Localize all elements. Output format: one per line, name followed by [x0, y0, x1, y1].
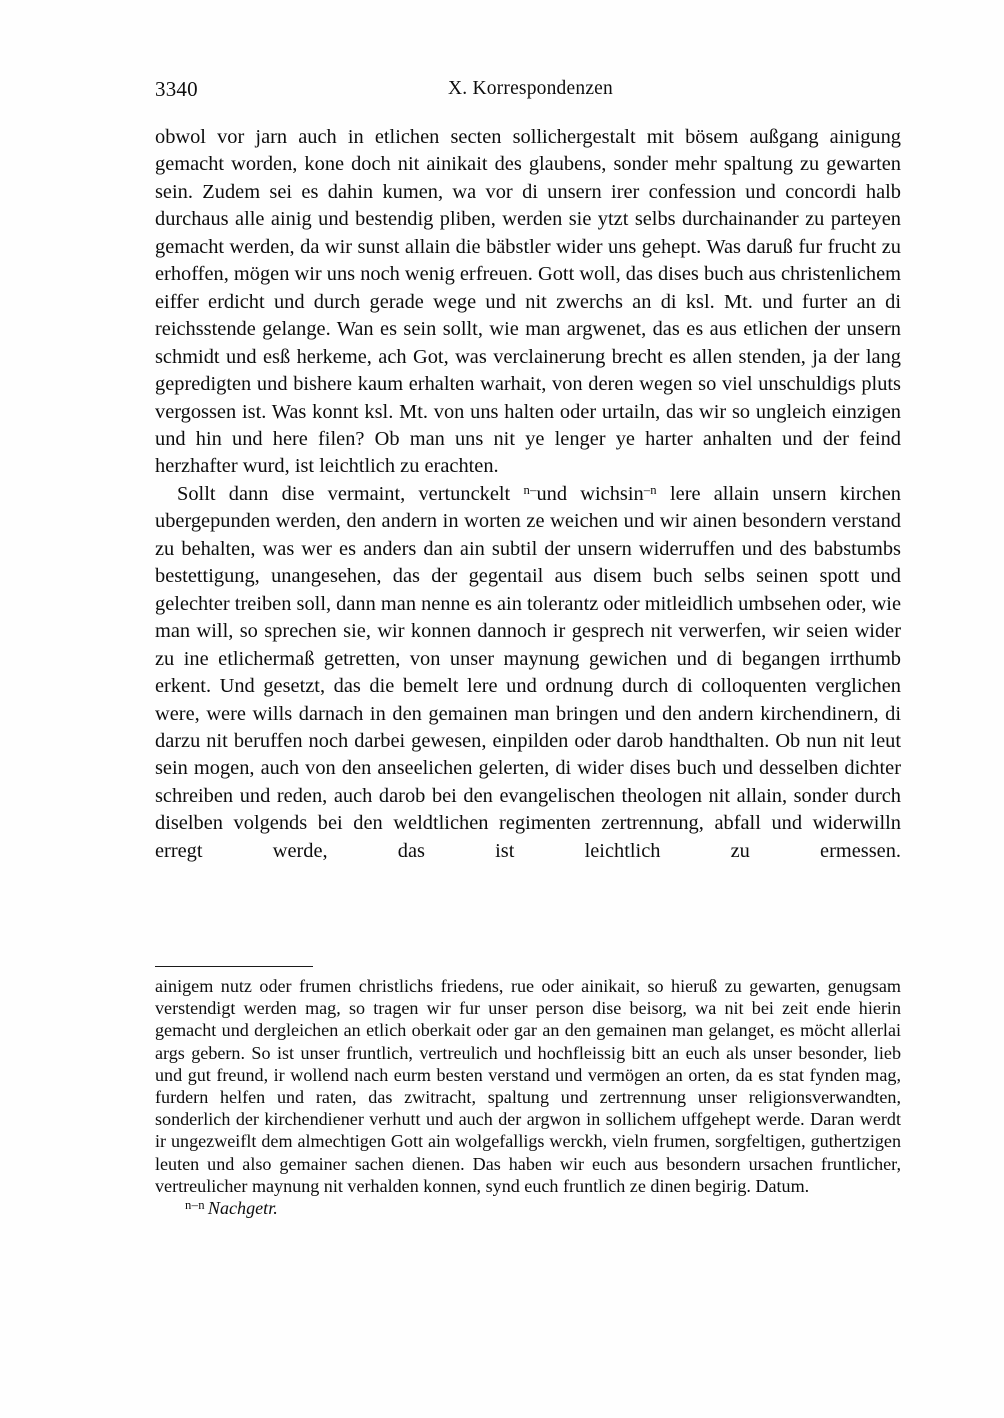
- body-text-column: [155, 124, 901, 893]
- paragraph-mid-text: und wichsin: [536, 482, 644, 505]
- paragraph-continuation: obwol vor jarn auch in etlichen secten sollichergestalt mit bösem außgang ainigung gemacht worden, kone doch nit ainikait des glaubens, sonder mehr spaltung zu gewarten sein. Zudem sei es dahin kumen, wa vor di unsern irer confession und concordi halb durchaus alle ainig und bestendig pliben, werden sie ytzt selbs durchainander zu parteyen gemacht werden, da wir sunst allain die bäbstler wider uns gehept. Was daruß fur frucht zu erhoffen, mögen wir uns noch wenig erfreuen. Gott woll, das dises buch aus christenlichem eiffer erdicht und durch gerade wege und nit zwerchs an di ksl. Mt. und furter an di reichsstende gelange. Wan es sein sollt, wie man argwenet, das es aus etlichen der unsern schmidt und esß herkeme, ach Got, was verclainerung brecht es allen stenden, ja der lang gepredigten und bishere kaum erhalten warhait, von deren wegen so viel unschuldigs pluts vergossen ist. Was konnt ksl. Mt. von uns halten oder urtailn, das wir so ungleich einzigen und hin und here filen? Ob man uns nit ye lenger ye harter anhalten und der feind herzhafter wurd, ist leichtlich zu erachten.: [155, 126, 901, 478]
- footnote-entry-text: Nachgetr.: [207, 1198, 278, 1219]
- paragraph-lead-text: Sollt dann dise vermaint, vertunckelt: [177, 482, 524, 505]
- footnote-continuation-text: ainigem nutz oder frumen christlichs friedens, rue oder ainikait, so hieruß zu gewarten, genugsam verstendigt werden mag, so tragen wir fur unser person dise beisorg, wa nit bei zeit ende hierin gemacht und dergleichen an etlich oberkait oder gar an den gemainen man gelanget, es möcht allerlai args gebern. So ist unser fruntlich, vertreulich und hochfleissig bitt an euch als unser besonder, lieb und gut freund, ir wollend nach eurm besten verstand und vermögen an orten, da es stat fynden mag, furdern helfen und raten, das zwitracht, spaltung und zertrennung unser religionsverwandten, sonderlich der kirchendiener verhutt und auch der argwon in sollichem uffgehept werde. Daran werdt ir ungezweiflt dem almechtigen Gott ain wolgefalligs werckh, vieln frumen, sorgfeltigen, guthertzigen leuten und also gemainer sachen dienen. Das haben wir euch aus besondern ursachen fruntlicher, vertreulicher maynung nit verhalden konnen, synd euch fruntlich ze dinen begirig. Datum.: [155, 976, 901, 1196]
- running-head: [155, 76, 900, 102]
- note-mark-open: n–: [523, 483, 537, 498]
- page-number: 3340: [155, 77, 198, 101]
- running-title: X. Korrespondenzen: [448, 78, 613, 99]
- footnote-sigil: n–n: [185, 1197, 205, 1212]
- paragraph-tail-text: lere allain unsern kirchen ubergepunden werden, den andern in worten ze weichen und wir ainen besondern verstand zu behalten, was wer es anders dan ain subtil der unsern widerruffen und des babstumbs bestettigung, unangesehen, das der gegentail aus disem buch selbs seinen spott und gelechter treiben soll, dann man nenne es ain tolerantz oder mitleidlich umbsehen oder, wie man will, so sprechen sie, wir konnen dannoch ir gesprech nit verwerfen, wir seien wider zu ine etlichermaß getretten, von unser maynung gewichen und di begangen irrthumb erkent. Und gesetzt, das die bemelt lere und ordnung durch di colloquenten verglichen were, were wills darnach in den gemainen man bringen und den andern kirchendinern, di darzu nit beruffen noch darbei gewesen, einpilden oder darob handthalten. Ob nun nit leut sein mogen, auch von den anseelichen gelerten, di wider dises buch und desselben dichter schreiben und reden, auch darob bei den evangelischen theologen nit allain, sonder durch diselben volgends bei den weldtlichen regimenten zertrennung, abfall und widerwilln erregt werde, das ist leichtlich zu ermessen.: [155, 482, 902, 862]
- footnote-separator-rule: [155, 966, 313, 967]
- paragraph-sollt: [155, 481, 901, 893]
- note-mark-close: –n: [643, 483, 657, 498]
- footnote-entry: [155, 1197, 901, 1219]
- footnote-apparatus: [155, 975, 901, 1219]
